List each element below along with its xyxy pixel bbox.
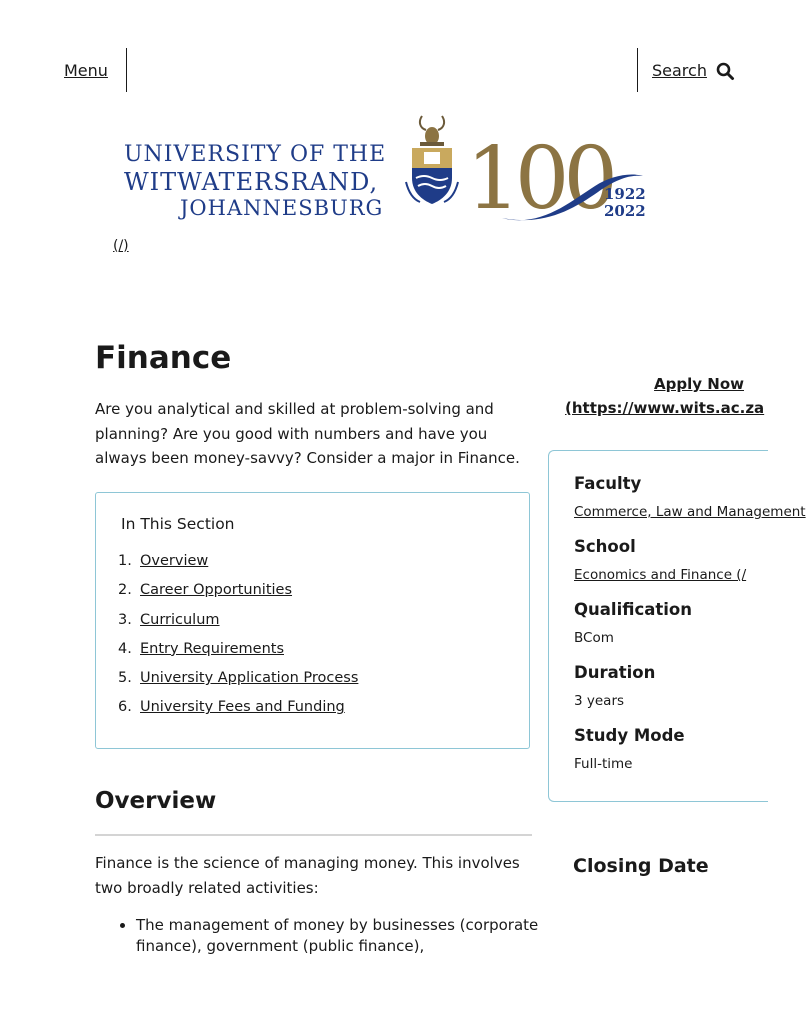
- duration-label: Duration: [574, 663, 656, 682]
- intro-paragraph: Are you analytical and skilled at problem-solving and planning? Are you good with numbers and have you always been money-savvy? Consider a major in Finance.: [95, 400, 520, 467]
- toc-item: [118, 664, 358, 693]
- toc-link-application-process[interactable]: University Application Process: [140, 670, 359, 687]
- qualification-label: Qualification: [574, 600, 692, 619]
- overview-heading: Overview: [95, 788, 217, 814]
- toc-link-curriculum[interactable]: Curriculum: [140, 611, 220, 628]
- in-this-section-box: [95, 492, 530, 749]
- school-label: School: [574, 537, 636, 556]
- apply-now-area: [565, 372, 765, 420]
- search-area: [637, 48, 748, 92]
- toc-link-fees-and-funding[interactable]: University Fees and Funding: [140, 699, 345, 716]
- university-logo[interactable]: [120, 112, 650, 232]
- programme-info-box: [548, 450, 806, 802]
- faculty-link[interactable]: Commerce, Law and Management: [574, 504, 806, 520]
- toc-link-overview[interactable]: Overview: [140, 553, 209, 569]
- logo-line-3: JOHANNESBURG: [180, 196, 384, 220]
- toc-item-number: 6.: [118, 699, 132, 716]
- toc-item: [118, 635, 358, 664]
- faculty-value: [574, 495, 806, 536]
- toc-link-entry-requirements[interactable]: Entry Requirements: [140, 640, 284, 657]
- apply-now-link[interactable]: Apply Now: [654, 375, 744, 393]
- overview-paragraph: Finance is the science of managing money. This involves two broadly related activities:: [95, 854, 520, 897]
- centenary-number: 100: [466, 129, 613, 229]
- section-divider: [95, 834, 532, 836]
- apply-now-url[interactable]: (https://www.wits.ac.za: [565, 399, 765, 417]
- home-link[interactable]: (/): [113, 238, 129, 254]
- toc-item: [118, 547, 358, 576]
- toc-list: [118, 547, 358, 723]
- closing-date-heading: Closing Date: [573, 855, 709, 877]
- toc-item: [118, 693, 358, 722]
- toc-item-number: 5.: [118, 670, 132, 687]
- overview-bullet-list: [116, 915, 546, 957]
- toc-item-number: 4.: [118, 640, 132, 657]
- menu-link[interactable]: Menu: [64, 61, 108, 80]
- qualification-value: BCom: [574, 630, 614, 646]
- study-mode-value: Full-time: [574, 756, 633, 772]
- logo-wordmark: [124, 144, 386, 219]
- logo-line-1: UNIVERSITY OF THE: [124, 142, 387, 167]
- school-link[interactable]: Economics and Finance (/: [574, 567, 747, 583]
- year-start: 1922: [604, 185, 646, 203]
- year-end: 2022: [604, 201, 646, 220]
- search-icon[interactable]: [716, 62, 734, 80]
- toc-item: [118, 606, 358, 635]
- toc-item-number: 1.: [118, 553, 132, 569]
- logo-line-2: WITWATERSRAND,: [124, 168, 379, 196]
- toc-item-number: 2.: [118, 582, 132, 599]
- study-mode-label: Study Mode: [574, 726, 685, 745]
- toc-link-career-opportunities[interactable]: Career Opportunities: [140, 582, 293, 599]
- programme-info-content: [574, 473, 806, 788]
- school-value: [574, 558, 747, 599]
- toc-title: In This Section: [121, 515, 235, 533]
- page-title: Finance: [95, 340, 232, 376]
- list-item: • The management of money by businesses (corporate finance), government (public finance),: [136, 915, 546, 957]
- toc-item: [118, 576, 358, 605]
- search-link[interactable]: Search: [652, 61, 707, 80]
- menu-area: [64, 48, 127, 92]
- faculty-label: Faculty: [574, 474, 642, 493]
- toc-item-number: 3.: [118, 611, 132, 628]
- duration-value: 3 years: [574, 693, 625, 709]
- crest-icon: [406, 112, 458, 208]
- centenary-years: [604, 186, 646, 219]
